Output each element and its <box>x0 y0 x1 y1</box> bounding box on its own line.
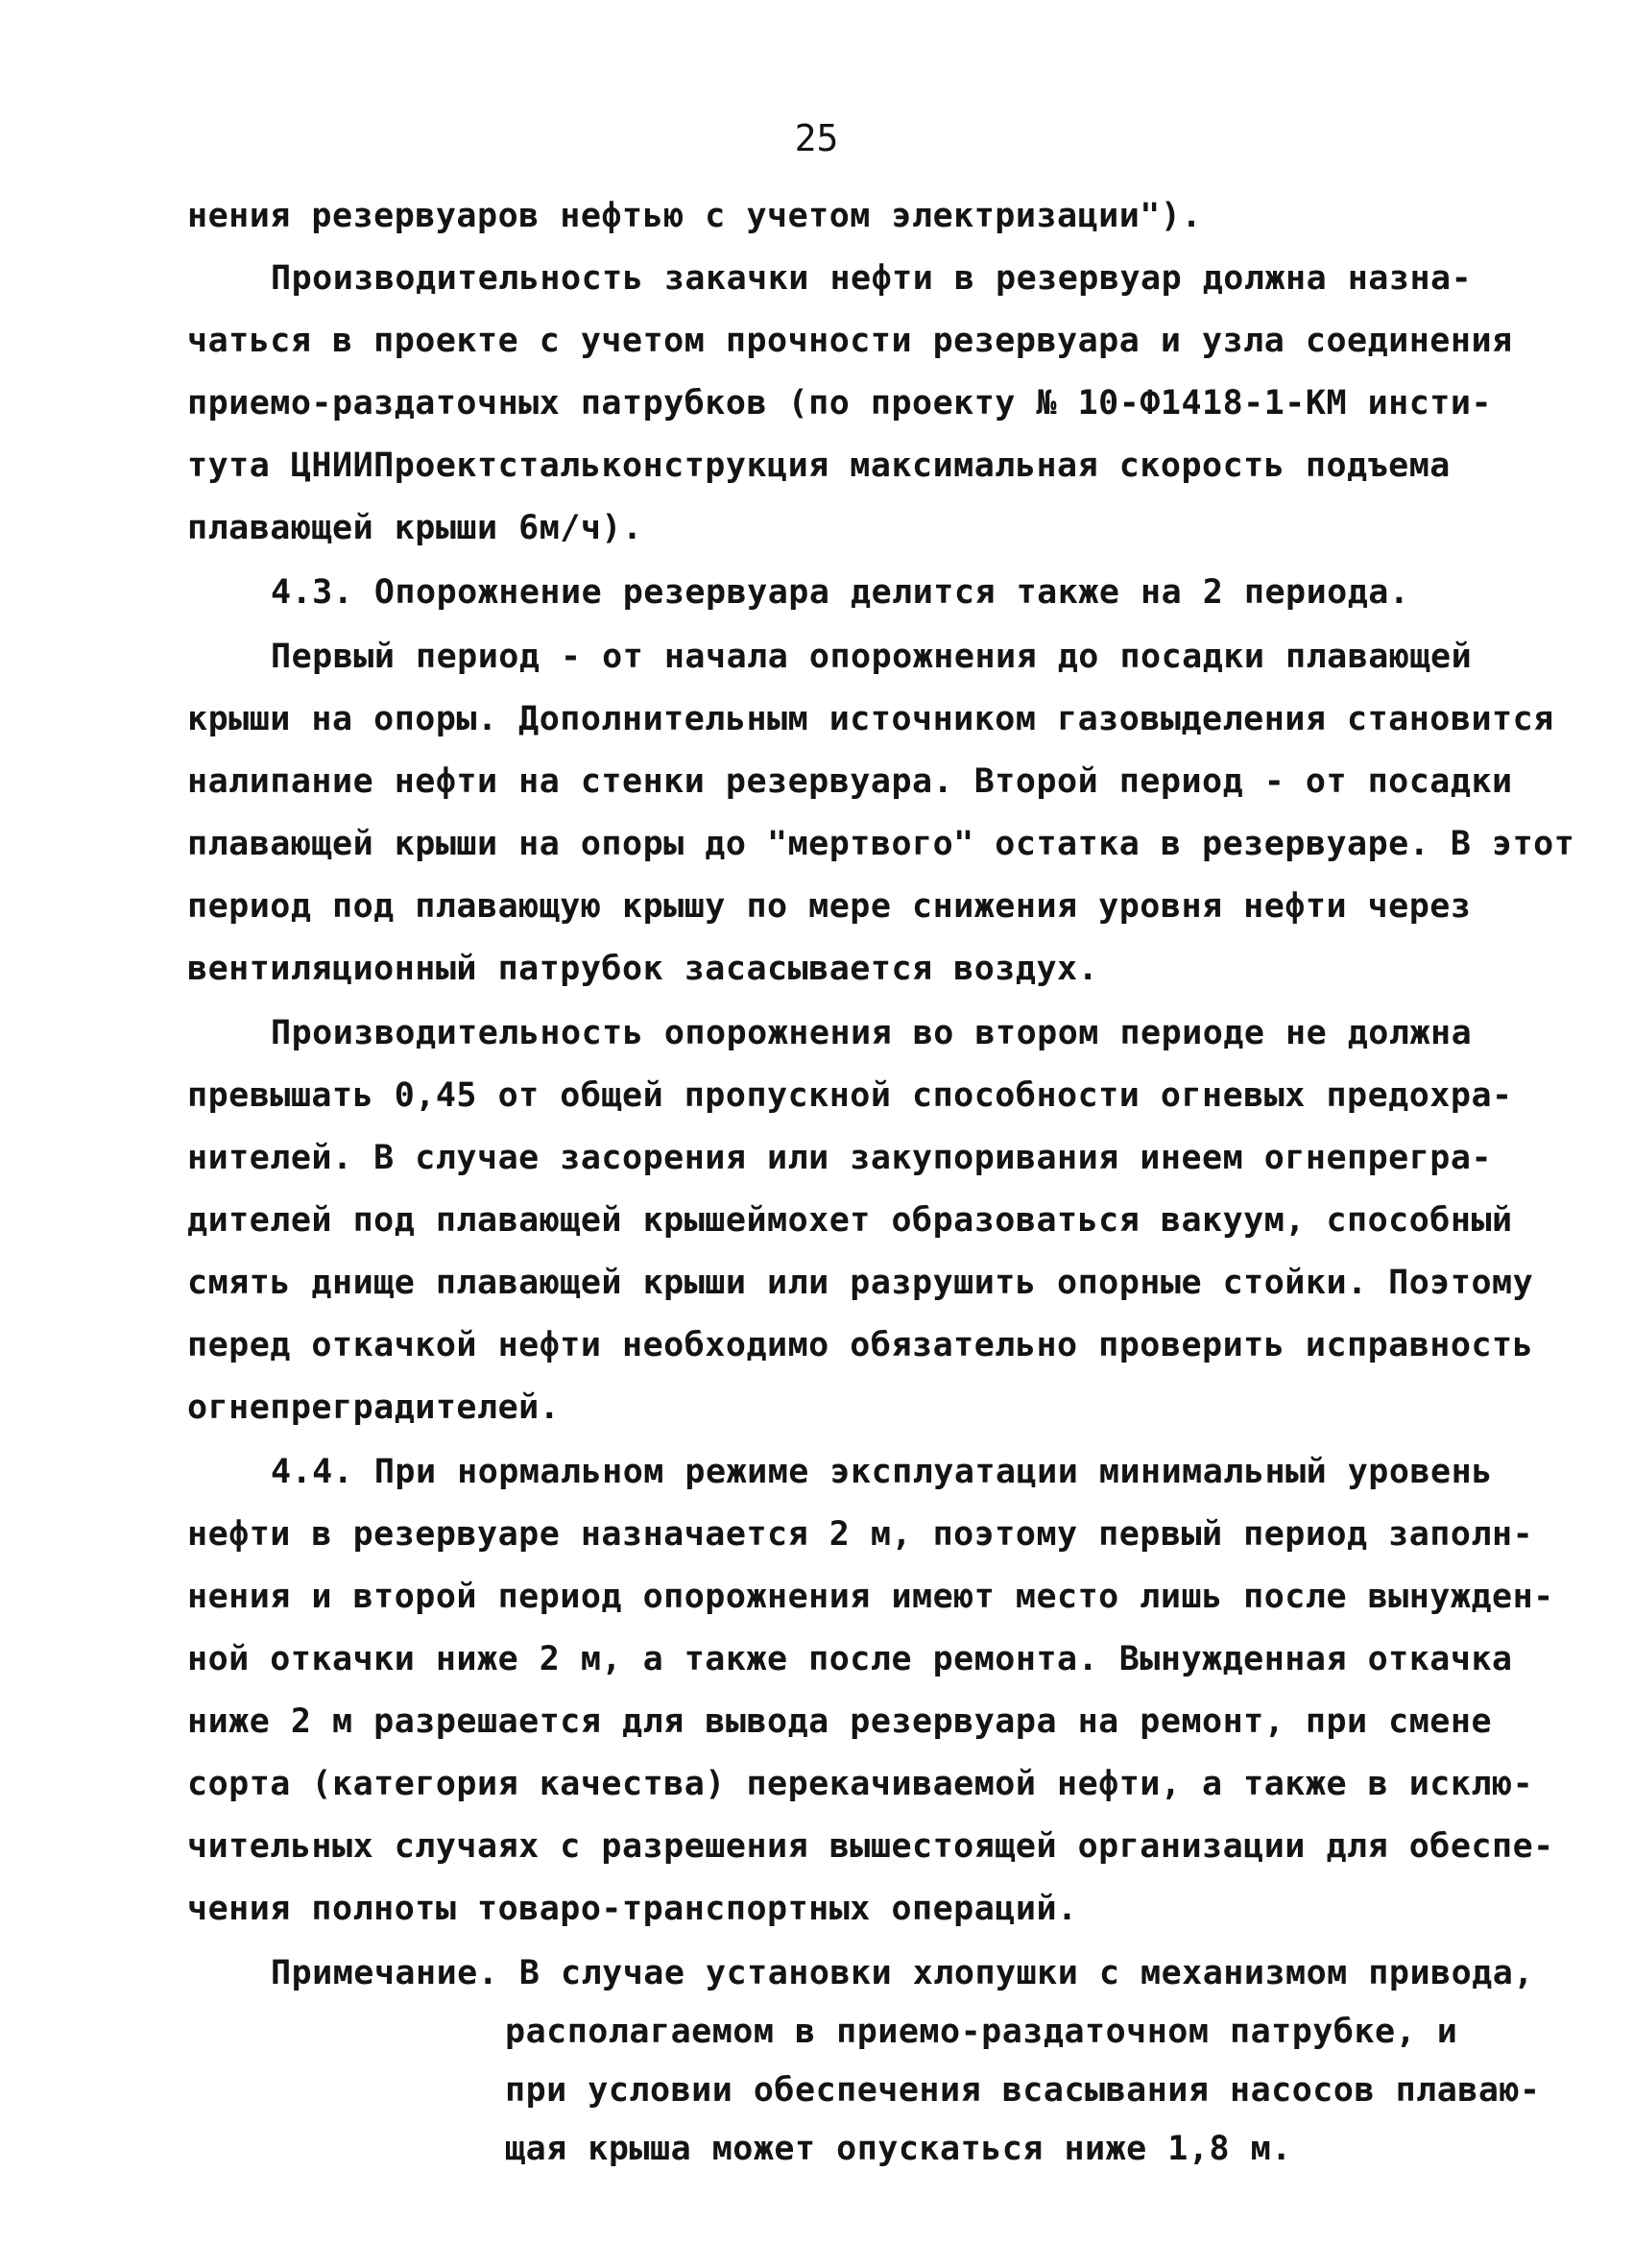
text-line: крыши на опоры. Дополнительным источником газовыделения становится <box>187 700 1554 738</box>
text-line: вентиляционный патрубок засасывается воздух. <box>187 950 1099 988</box>
text-line: нения резервуаров нефтью с учетом электризации"). <box>187 197 1203 235</box>
text-line: огнепреградителей. <box>187 1388 561 1427</box>
text-line: Первый период - от начала опорожнения до посадки плавающей <box>271 638 1473 676</box>
text-line: 4.4. При нормальном режиме эксплуатации минимальный уровень <box>271 1453 1493 1491</box>
text-line: плавающей крыши на опоры до "мертвого" остатка в резервуаре. В этот <box>187 825 1575 863</box>
text-line: нителей. В случае засорения или закупоривания инеем огнепрегра- <box>187 1139 1493 1177</box>
text-line: дителей под плавающей крышеймохет образоваться вакуум, способный <box>187 1201 1513 1240</box>
text-line: плавающей крыши 6м/ч). <box>187 509 643 547</box>
note-line: располагаемом в приемо-раздаточном патрубке, и <box>505 2013 1458 2051</box>
text-line: нения и второй период опорожнения имеют место лишь после вынужден- <box>187 1578 1554 1616</box>
note-line: щая крыша может опускаться ниже 1,8 м. <box>505 2130 1292 2168</box>
text-line: период под плавающую крышу по мере снижения уровня нефти через <box>187 887 1472 926</box>
text-line: перед откачкой нефти необходимо обязательно проверить исправность <box>187 1326 1534 1364</box>
text-line: Производительность закачки нефти в резервуар должна назна- <box>271 259 1473 298</box>
text-line: ниже 2 м разрешается для вывода резервуара на ремонт, при смене <box>187 1702 1493 1741</box>
note-line: при условии обеспечения всасывания насосов плаваю- <box>505 2071 1541 2110</box>
text-line: тута ЦНИИПроектстальконструкция максимальная скорость подъема <box>187 446 1451 485</box>
text-line: смять днище плавающей крыши или разрушить опорные стойки. Поэтому <box>187 1264 1534 1302</box>
text-line: чительных случаях с разрешения вышестоящей организации для обеспе- <box>187 1827 1554 1866</box>
text-line: нефти в резервуаре назначается 2 м, поэтому первый период заполн- <box>187 1515 1534 1554</box>
text-line: приемо-раздаточных патрубков (по проекту № 10-Ф1418-1-КМ инсти- <box>187 384 1493 422</box>
text-line: чения полноты товаро-транспортных операций. <box>187 1890 1078 1928</box>
page-number: 25 <box>794 117 839 159</box>
text-line: ной откачки ниже 2 м, а также после ремонта. Вынужденная откачка <box>187 1640 1513 1678</box>
note-line: Примечание. В случае установки хлопушки с механизмом привода, <box>271 1954 1534 1992</box>
text-line: Производительность опорожнения во втором периоде не должна <box>271 1014 1473 1052</box>
text-line: налипание нефти на стенки резервуара. Второй период - от посадки <box>187 762 1513 801</box>
text-line: сорта (категория качества) перекачиваемой нефти, а также в исклю- <box>187 1765 1534 1803</box>
text-line: 4.3. Опорожнение резервуара делится также на 2 периода. <box>271 573 1410 612</box>
text-line: превышать 0,45 от общей пропускной способности огневых предохра- <box>187 1076 1513 1115</box>
text-line: чаться в проекте с учетом прочности резервуара и узла соединения <box>187 322 1513 360</box>
